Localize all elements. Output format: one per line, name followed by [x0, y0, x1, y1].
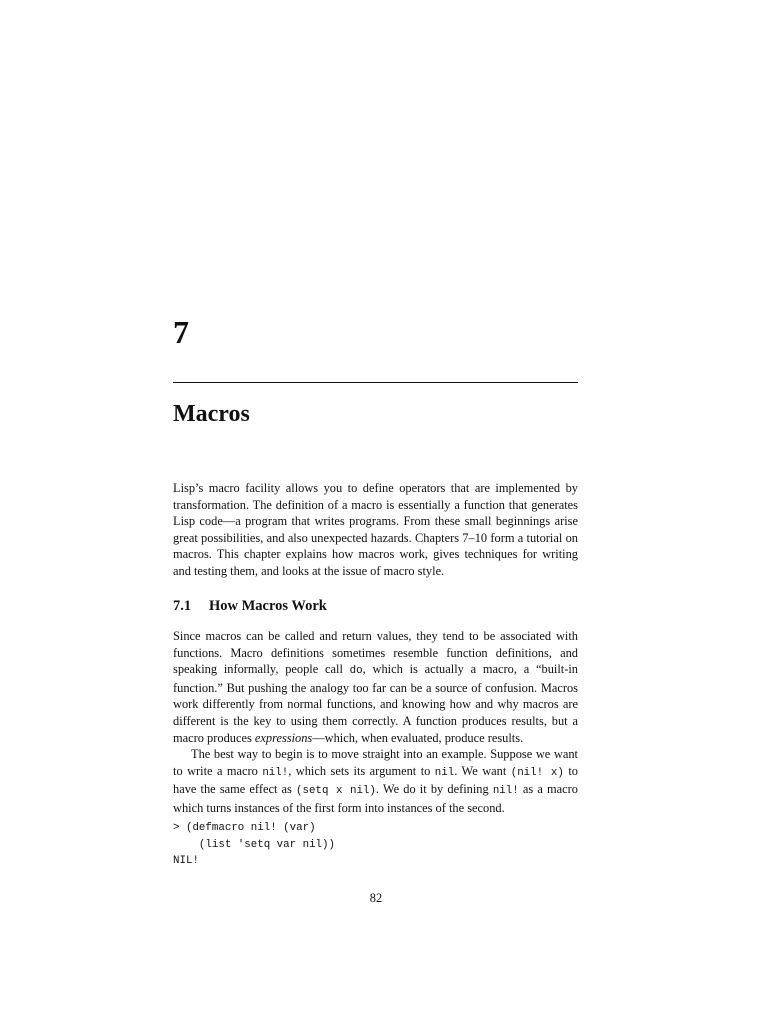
paragraph-2 — [173, 746, 578, 816]
chapter-title: Macros — [173, 401, 250, 427]
paragraph-2-text-a: The best way to begin is to move straight into an example. Suppose we want to write a macro — [173, 747, 578, 778]
inline-code-do: do — [349, 665, 363, 678]
chapter-number: 7 — [173, 314, 189, 350]
inline-code-nil: nil — [434, 766, 455, 779]
intro-paragraph — [173, 480, 578, 580]
inline-code-setq: (setq x nil) — [296, 785, 376, 798]
paragraph-1-text-b: , which is actually a macro, a “built-in function.” But pushing the analogy too far can be a source of confusion. Macros work differently from normal functions, and knowing how and why macros are different is the key to using them correctly. A function produces results, but a macro produces — [173, 662, 578, 745]
chapter-rule — [173, 382, 578, 383]
paragraph-1 — [173, 628, 578, 746]
section-number: 7.1 — [173, 598, 192, 614]
page-number: 82 — [369, 891, 383, 905]
code-line: (list 'setq var nil)) — [173, 838, 335, 851]
section-body — [173, 628, 578, 817]
intro-text: Lisp’s macro facility allows you to define operators that are implemented by transformation. The definition of a macro is essentially a function that generates Lisp code—a program that writes programs. From these small beginnings arise great possibilities, and also unexpected hazards. Chapters 7–10 form a tutorial on macros. This chapter explains how macros work, gives techniques for writing and testing them, and looks at the issue of macro style. — [173, 481, 578, 578]
code-listing — [173, 820, 335, 870]
paragraph-1-text-c: —which, when evaluated, produce results. — [312, 730, 524, 745]
inline-code-nil-macro-2: nil! — [492, 785, 519, 798]
section-title: How Macros Work — [209, 598, 327, 614]
paragraph-2-text-e: . We do it by defining — [375, 782, 493, 797]
paragraph-2-text-d: to have the same effect as — [173, 763, 578, 797]
paragraph-2-text-b: , which sets its argument to — [288, 763, 435, 778]
emphasis-expressions: expressions — [254, 730, 313, 745]
section-heading — [173, 597, 327, 615]
inline-code-nil-macro: nil! — [262, 766, 289, 779]
paragraph-2-text-f: as a macro which turns instances of the first form into instances of the second. — [173, 782, 578, 815]
paragraph-1-text-a: Since macros can be called and return values, they tend to be associated with functions. Macro definitions sometimes resemble function definitions, and speaking informally, people call — [173, 629, 578, 677]
code-line: NIL! — [173, 855, 199, 868]
inline-code-nil-call: (nil! x) — [510, 766, 564, 779]
paragraph-2-text-c: . We want — [454, 763, 511, 778]
code-line: > (defmacro nil! (var) — [173, 822, 316, 834]
